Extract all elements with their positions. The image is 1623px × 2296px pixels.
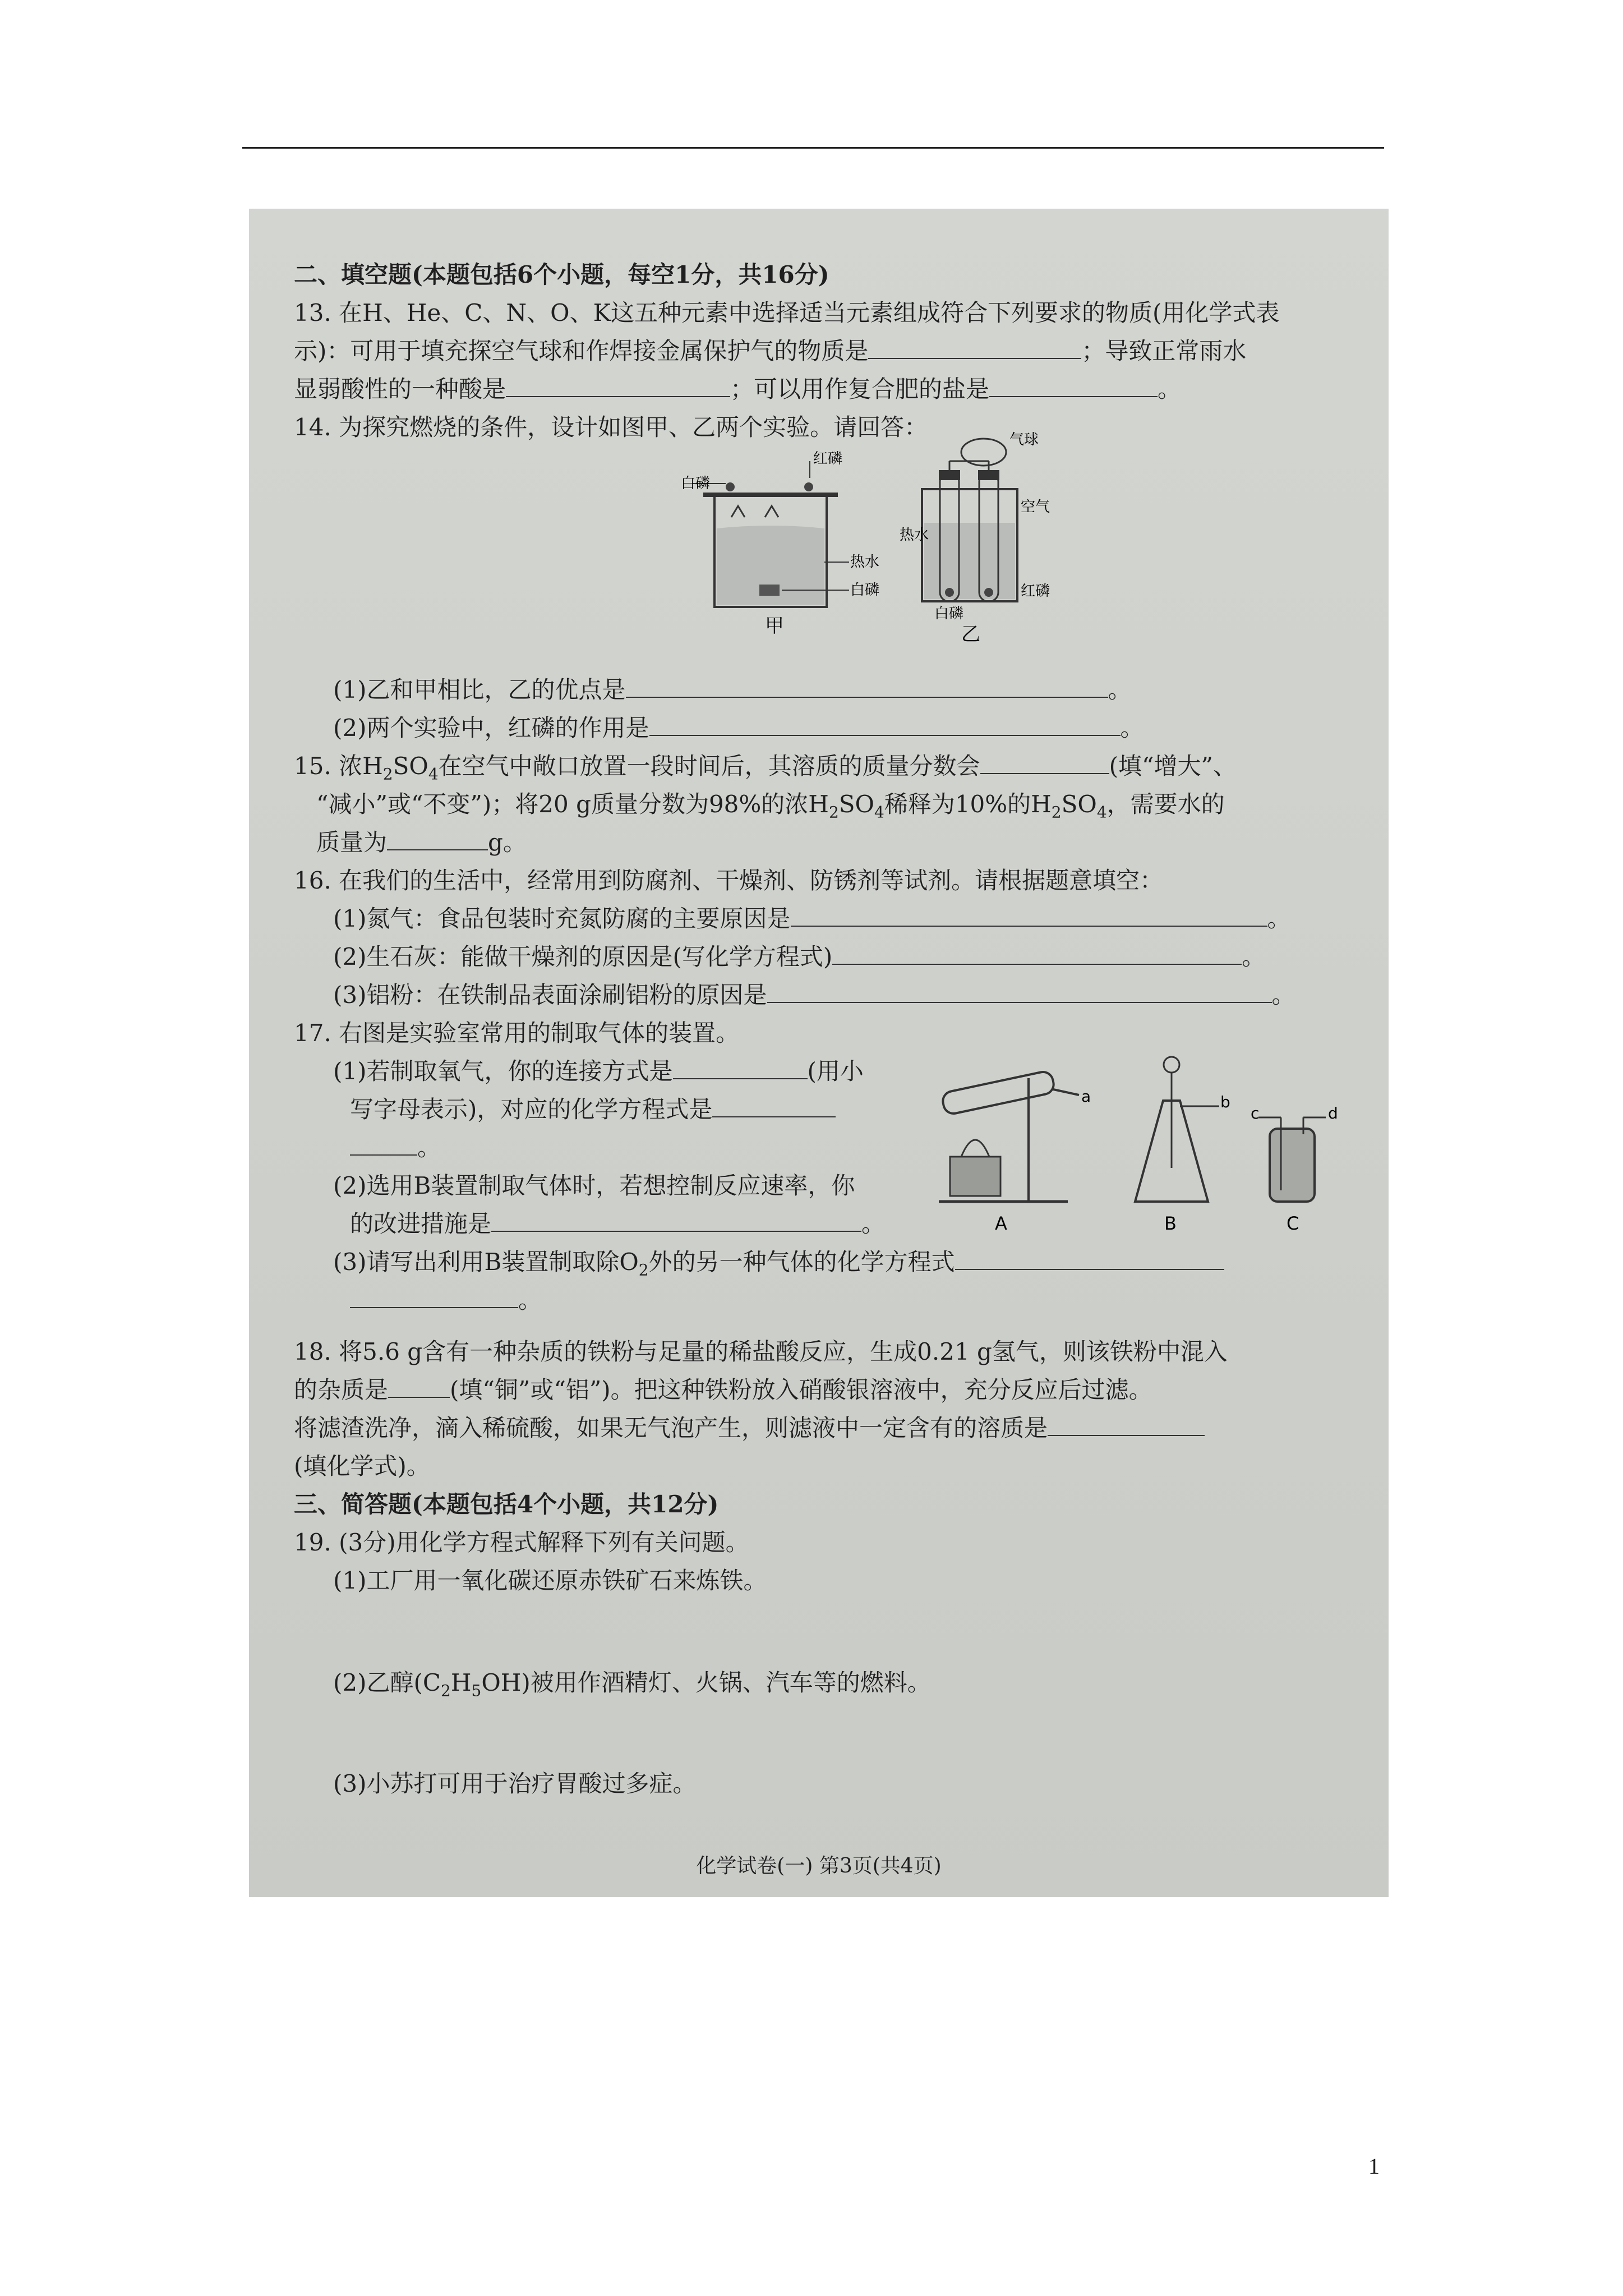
q17-blank-1[interactable] <box>673 1056 808 1079</box>
yi-label: 白磷 <box>934 605 964 622</box>
q14-text: (2)两个实验中，红磷的作用是 <box>333 714 649 742</box>
q16-text: (3)铝粉：在铁制品表面涂刷铝粉的原因是 <box>333 981 767 1009</box>
q15-text: 质量为 <box>316 829 388 856</box>
subscript: 2 <box>828 803 839 822</box>
q19-text: H <box>450 1669 472 1696</box>
q13-line2 <box>294 335 1246 367</box>
q15-line1 <box>294 751 1237 790</box>
q17-text: 的改进措施是 <box>350 1210 492 1237</box>
q15-text: SO <box>1061 790 1097 818</box>
yi-label: 热水 <box>900 527 929 544</box>
q18-blank-1[interactable] <box>388 1374 450 1398</box>
q17-sub2-line2 <box>350 1208 885 1240</box>
q16-blank-1[interactable] <box>791 903 1267 927</box>
subscript: 2 <box>1051 803 1062 822</box>
copper-plate <box>703 493 838 497</box>
q15-text: SO <box>838 790 874 818</box>
gas-bottle <box>1270 1129 1315 1202</box>
flame-marks <box>731 506 778 517</box>
alcohol-lamp <box>961 1140 989 1157</box>
q15-blank-2[interactable] <box>387 827 488 850</box>
red-phosphorus-top <box>804 482 813 491</box>
q14-blank-2[interactable] <box>649 712 1121 736</box>
q19-sub2 <box>333 1667 931 1706</box>
q14-sub1 <box>333 674 1132 706</box>
q15-text: SO <box>393 752 428 780</box>
jia-label: 红磷 <box>813 450 843 467</box>
yi-label: 红磷 <box>1021 583 1050 600</box>
top-rule <box>242 147 1384 149</box>
q18-blank-2[interactable] <box>1048 1412 1205 1436</box>
q15-text: 稀释为10%的H <box>884 790 1052 818</box>
q17-text: 。 <box>518 1286 542 1314</box>
figure-apparatus-drawing <box>933 1056 1348 1235</box>
q17-sub3-line1 <box>333 1246 1224 1286</box>
q17-sub2-line1: (2)选用B装置制取气体时，若想控制反应速率，你 <box>333 1172 855 1199</box>
page-number: 1 <box>1368 2154 1380 2179</box>
q15-text: 15. 浓H <box>294 752 383 780</box>
q18-text: 的杂质是 <box>294 1376 389 1404</box>
q17-text: (用小 <box>807 1057 864 1085</box>
subscript: 5 <box>471 1681 482 1700</box>
q13-line1: 13. 在H、He、C、N、O、K这五种元素中选择适当元素组成符合下列要求的物质(用化学式表 <box>294 299 1280 326</box>
jia-label: 热水 <box>850 554 880 570</box>
subscript: 4 <box>1096 803 1107 822</box>
q13-text: 示)：可用于填充探空气球和作焊接金属保护气的物质是 <box>294 337 869 365</box>
q17-line1: 17. 右图是实验室常用的制取气体的装置。 <box>294 1019 740 1047</box>
q16-blank-2[interactable] <box>832 941 1242 965</box>
figure-jia-drawing <box>681 450 894 641</box>
q17-blank-3[interactable] <box>350 1132 417 1156</box>
stopper <box>978 470 999 480</box>
jia-caption: 甲 <box>765 615 784 637</box>
q18-line3 <box>294 1412 1205 1444</box>
q17-text: 外的另一种气体的化学方程式 <box>648 1248 955 1276</box>
q17-sub3-line2 <box>350 1285 542 1316</box>
q14-blank-1[interactable] <box>626 674 1108 698</box>
white-phosphorus-bottom <box>759 585 780 596</box>
q19-text: (2)乙醇(C <box>333 1669 441 1696</box>
q18-line4: (填化学式)。 <box>294 1452 430 1480</box>
q13-blank-3[interactable] <box>989 374 1158 397</box>
q14-sub2 <box>333 712 1144 744</box>
q16-text: (1)氮气：食品包装时充氮防腐的主要原因是 <box>333 905 791 932</box>
stopper <box>939 470 960 480</box>
q13-text: 。 <box>1158 375 1182 403</box>
q15-text: (填“增大”、 <box>1109 752 1237 780</box>
yi-caption: 乙 <box>961 623 980 646</box>
q17-sub1-line1 <box>333 1056 864 1087</box>
delivery-tube <box>1053 1089 1079 1095</box>
subscript: 2 <box>382 765 393 784</box>
q14-text: 。 <box>1108 676 1132 703</box>
q13-blank-1[interactable] <box>868 335 1081 359</box>
apparatus-port-label: b <box>1220 1093 1230 1111</box>
apparatus-caption: A <box>995 1213 1007 1234</box>
q16-sub2 <box>333 941 1265 973</box>
yi-label: 空气 <box>1021 499 1050 516</box>
q16-sub3 <box>333 979 1295 1011</box>
figure-jia <box>681 450 894 641</box>
test-tube <box>941 1070 1055 1116</box>
q16-text: 。 <box>1271 981 1295 1009</box>
q15-line3 <box>316 827 527 858</box>
q18-line2 <box>294 1374 1152 1406</box>
yi-label: 气球 <box>1009 431 1039 448</box>
section2-heading: 二、填空题(本题包括6个小题，每空1分，共16分) <box>294 261 829 288</box>
q16-text: 。 <box>1267 905 1291 932</box>
q18-text: (填“铜”或“铝”)。把这种铁粉放入硝酸银溶液中，充分反应后过滤。 <box>450 1376 1152 1404</box>
section3-heading: 三、简答题(本题包括4个小题，共12分) <box>294 1490 719 1518</box>
figure-yi-drawing <box>900 427 1068 646</box>
q17-sub1-line3 <box>350 1132 441 1163</box>
jia-label: 白磷 <box>681 475 711 492</box>
apparatus-caption: B <box>1164 1213 1177 1234</box>
q17-text: 。 <box>417 1134 441 1161</box>
jia-label: 白磷 <box>850 582 880 599</box>
q16-line1: 16. 在我们的生活中，经常用到防腐剂、干燥剂、防锈剂等试剂。请根据题意填空： <box>294 867 1164 894</box>
funnel <box>1164 1057 1179 1073</box>
q15-text: g。 <box>488 829 527 856</box>
q13-blank-2[interactable] <box>506 374 730 397</box>
q15-text: 在空气中敞口放置一段时间后，其溶质的质量分数会 <box>438 752 980 780</box>
apparatus-port-label: a <box>1081 1087 1091 1106</box>
q16-text: 。 <box>1242 943 1266 970</box>
apparatus-caption: C <box>1287 1213 1299 1234</box>
white-phosphorus <box>945 588 954 597</box>
q17-text: (3)请写出利用B装置制取除O <box>333 1248 639 1276</box>
q19-text: OH)被用作酒精灯、火锅、汽车等的燃料。 <box>481 1669 931 1696</box>
subscript: 4 <box>874 803 884 822</box>
subscript: 2 <box>638 1260 649 1280</box>
q14-line1: 14. 为探究燃烧的条件，设计如图甲、乙两个实验。请回答： <box>294 413 928 441</box>
exam-footer: 化学试卷(一) 第3页(共4页) <box>696 1855 942 1878</box>
q16-text: (2)生石灰：能做干燥剂的原因是(写化学方程式) <box>333 943 833 970</box>
q17-text: 。 <box>861 1210 886 1237</box>
figure-apparatus <box>933 1056 1348 1235</box>
q18-line1: 18. 将5.6 g含有一种杂质的铁粉与足量的稀盐酸反应，生成0.21 g氢气，则该铁粉中混入 <box>294 1338 1228 1365</box>
q18-text: 将滤渣洗净，滴入稀硫酸，如果无气泡产生，则滤液中一定含有的溶质是 <box>294 1414 1048 1442</box>
q15-line2 <box>316 789 1225 828</box>
q14-text: 。 <box>1120 714 1144 742</box>
white-phosphorus-top <box>726 482 735 491</box>
q13-text: 显弱酸性的一种酸是 <box>294 375 506 403</box>
block <box>950 1157 1000 1196</box>
q13-text: ；导致正常雨水 <box>1081 337 1247 365</box>
q19-sub1: (1)工厂用一氧化碳还原赤铁矿石来炼铁。 <box>333 1567 767 1594</box>
q13-text: ；可以用作复合肥的盐是 <box>730 375 990 403</box>
exam-photo <box>249 209 1389 1897</box>
q15-text: ，需要水的 <box>1106 790 1225 818</box>
q13-line3 <box>294 374 1181 405</box>
q19-sub3: (3)小苏打可用于治疗胃酸过多症。 <box>333 1770 697 1797</box>
apparatus-port-label: d <box>1328 1104 1338 1122</box>
q15-text: “减小”或“不变”)；将20 g质量分数为98%的浓H <box>316 790 829 818</box>
subscript: 2 <box>441 1681 451 1700</box>
apparatus-port-label: c <box>1251 1104 1260 1122</box>
hot-water <box>924 523 1015 599</box>
red-phosphorus <box>984 588 993 597</box>
q19-line1: 19. (3分)用化学方程式解释下列有关问题。 <box>294 1529 749 1556</box>
q16-sub1 <box>333 903 1291 935</box>
q15-blank-1[interactable] <box>980 751 1109 774</box>
subscript: 4 <box>428 765 439 784</box>
figure-yi <box>900 427 1068 646</box>
q14-text: (1)乙和甲相比，乙的优点是 <box>333 676 626 703</box>
q17-text: 写字母表示)，对应的化学方程式是 <box>350 1096 713 1123</box>
q17-blank-6[interactable] <box>350 1285 518 1308</box>
q17-blank-5[interactable] <box>955 1246 1224 1270</box>
q17-blank-4[interactable] <box>491 1208 861 1232</box>
q17-blank-2[interactable] <box>712 1094 836 1117</box>
q17-sub1-line2 <box>350 1094 836 1125</box>
q17-text: (1)若制取氧气，你的连接方式是 <box>333 1057 673 1085</box>
q16-blank-3[interactable] <box>767 979 1272 1003</box>
